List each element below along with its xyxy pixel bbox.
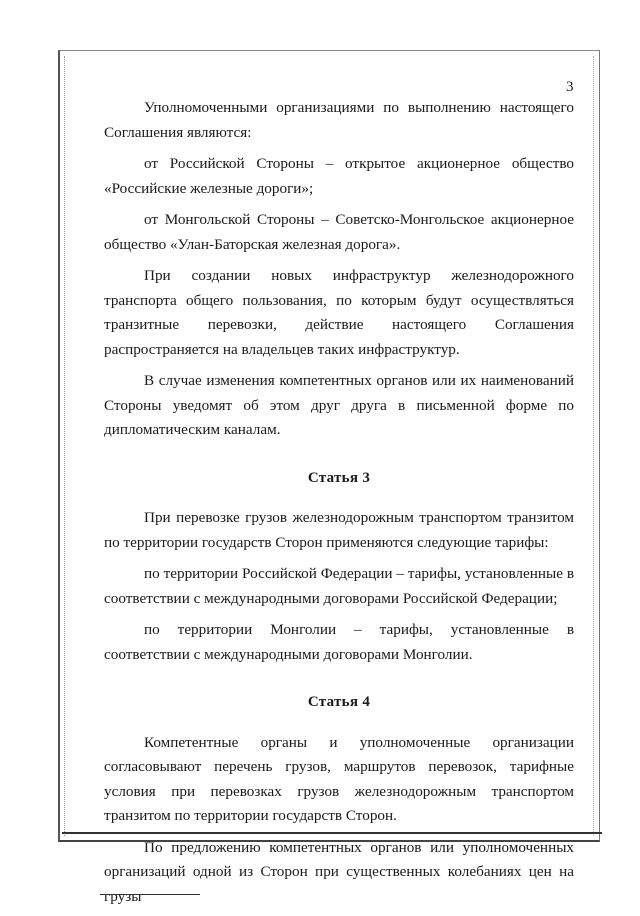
paragraph: В случае изменения компетентных органов или их наименований Стороны уведомят об этом друг друга в письменной форме по дипломатическим каналам. [104, 372, 574, 438]
document-body [104, 96, 574, 916]
paragraph: При создании новых инфраструктур железнодорожного транспорта общего пользования, по которым будут осуществляться транзитные перевозки, действие настоящего Соглашения распространяется на владельцев таких инфраструктур. [104, 267, 574, 358]
footer-rule [100, 894, 200, 895]
paragraph: от Монгольской Стороны – Советско-Монгольское акционерное общество «Улан-Баторская железная дорога». [104, 211, 574, 253]
paragraph: При перевозке грузов железнодорожным транспортом транзитом по территории государств Сторон применяются следующие тарифы: [104, 509, 574, 551]
paragraph: по территории Российской Федерации – тарифы, установленные в соответствии с международными договорами Российской Федерации; [104, 565, 574, 607]
paragraph: По предложению компетентных органов или уполномоченных организаций одной из Сторон при существенных колебаниях цен на грузы [104, 838, 574, 905]
page-number: 3 [566, 79, 574, 95]
paragraph: по территории Монголии – тарифы, установленные в соответствии с международными договорами Монголии. [104, 621, 574, 663]
paragraph: от Российской Стороны – открытое акционерное общество «Российские железные дороги»; [104, 155, 574, 197]
paragraph: Компетентные органы и уполномоченные организации согласовывают перечень грузов, маршрутов перевозок, тарифные условия при перевозках грузов железнодорожным транспортом транзитом по территории государств Сторон. [104, 733, 574, 824]
article-3-heading: Статья 3 [307, 469, 371, 486]
paragraph: Уполномоченными организациями по выполнению настоящего Соглашения являются: [104, 99, 574, 141]
article-4-heading: Статья 4 [307, 694, 371, 710]
bottom-rule [62, 832, 602, 834]
